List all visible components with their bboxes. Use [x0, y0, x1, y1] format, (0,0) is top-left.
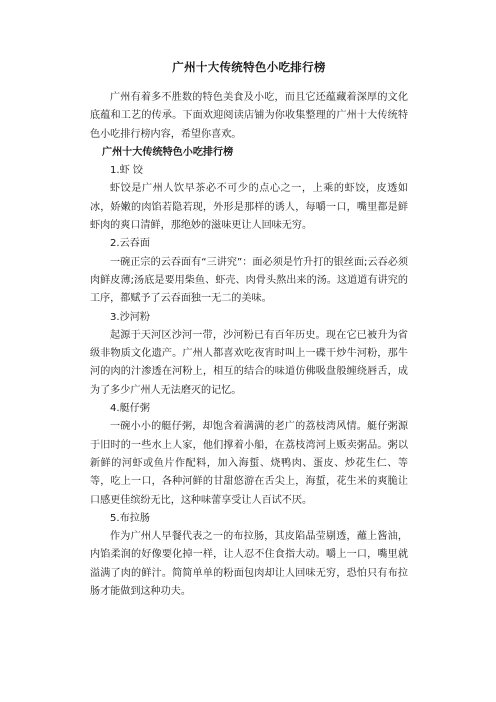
section-subtitle: 广州十大传统特色小吃排行榜 — [102, 146, 234, 158]
item-heading: 5.布拉肠 — [110, 512, 150, 524]
item-heading: 4.艇仔粥 — [110, 403, 150, 415]
item-body: 起源于天河区沙河一带，沙河粉已有百年历史。现在它已被升为省级非物质文化遗产。广州人都喜欢吃夜宵时叫上一碟干炒牛河粉，那牛河的肉的汁渗透在河粉上，相互的结合的味道仿佛吸盘般缠绕唇舌，成为了多少广州人无法磨灭的记忆。 — [90, 329, 408, 396]
item-heading: 3.沙河粉 — [110, 311, 150, 323]
item-body: 一碗小小的艇仔粥，却饱含着满满的老广的荔枝湾风情。艇仔粥源于旧时的一些水上人家，他们撑着小船，在荔枝湾河上贩卖粥品。粥以新鲜的河虾或鱼片作配料，加入海蜇、烧鸭肉、蛋皮、炒花生仁、等等，吃上一口，各种河鲜的甘甜悠游在舌尖上，海蜇，花生米的爽脆让口感更佳缤纷无比，这种味蕾享受让人百试不厌。 — [90, 421, 408, 506]
document-title: 广州十大传统特色小吃排行榜 — [172, 60, 326, 74]
item-body: 虾饺是广州人饮早茶必不可少的点心之一，上乘的虾饺，皮透如冰，娇嫩的肉馅若隐若现，外形是那样的诱人，每嚼一口，嘴里都是鲜虾肉的爽口清鲜，那绝妙的滋味更让人回味无穷。 — [90, 183, 408, 232]
item-body: 一碗正宗的云吞面有“三讲究”：面必须是竹升打的银丝面;云吞必须肉鲜皮薄;汤底是要用柴鱼、虾壳、肉骨头熬出来的汤。这道道有讲究的工序，都赋予了云吞面独一无二的美味。 — [90, 256, 408, 305]
list-item — [90, 309, 408, 400]
item-heading: 1.虾 饺 — [110, 165, 144, 177]
list-item — [90, 162, 408, 235]
list-item — [90, 400, 408, 510]
item-heading: 2.云吞面 — [110, 238, 150, 250]
list-item — [90, 235, 408, 308]
document-page — [90, 60, 408, 601]
intro-paragraph: 广州有着多不胜数的特色美食及小吃，而且它还蕴藏着深厚的文化底蕴和工艺的传承。下面欢迎阅读店铺为你收集整理的广州十大传统特色小吃排行榜内容，希望你喜欢。 — [90, 92, 408, 140]
item-body: 作为广州人早餐代表之一的布拉肠，其皮陷晶莹剔透，蘸上酱油，内馅柔润的好像要化掉一样，让人忍不住食指大动。嚼上一口，嘴里就溢满了肉的鲜汁。简简单单的粉面包肉却让人回味无穷，恐怕只有布拉肠才能做到这种功夫。 — [90, 531, 408, 598]
list-item — [90, 510, 408, 601]
